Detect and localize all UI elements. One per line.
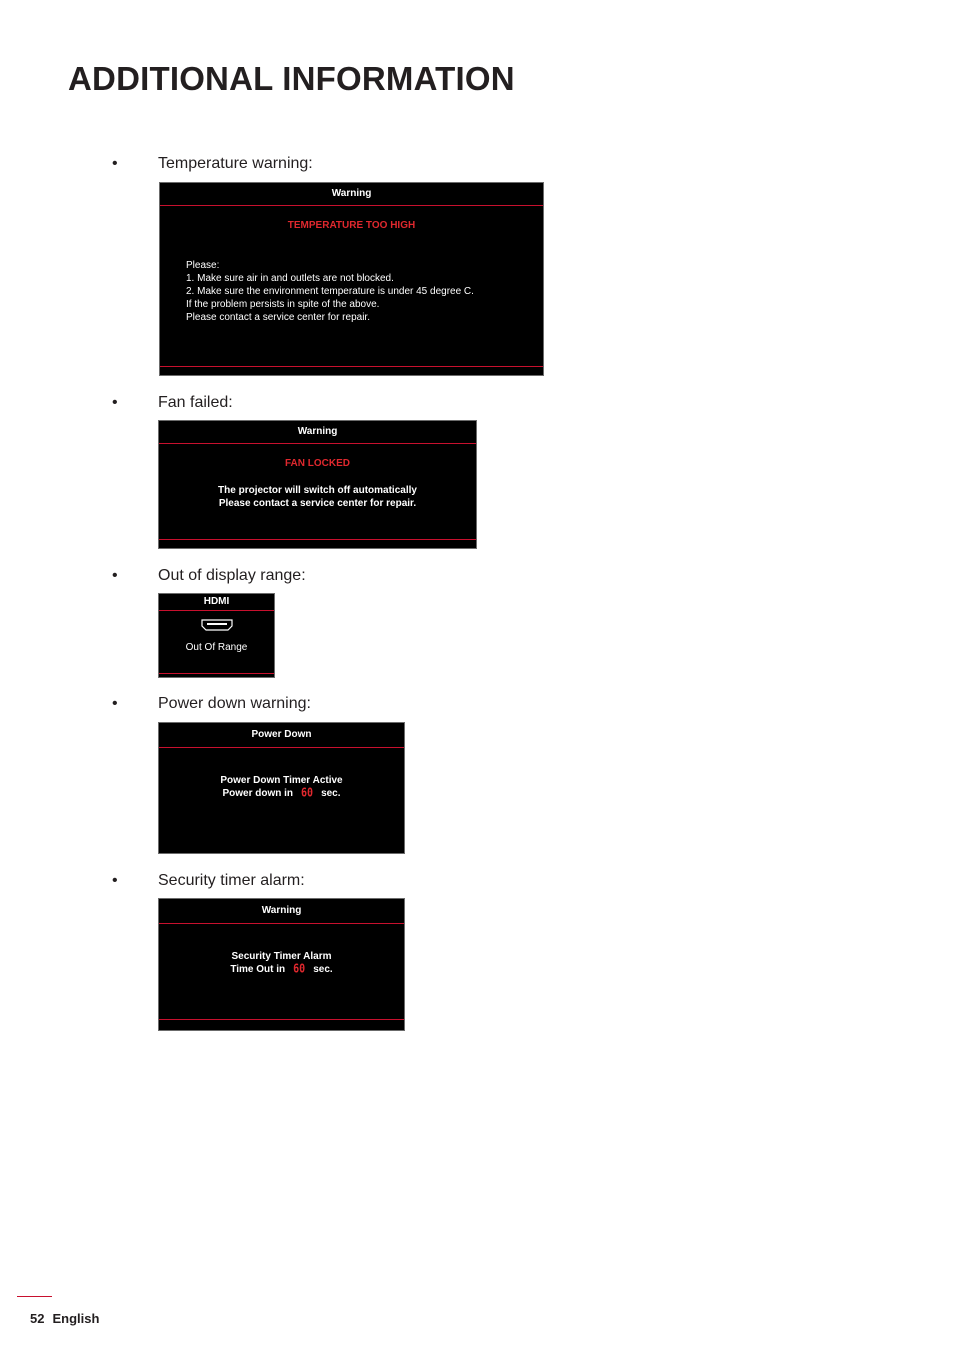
bullet-power-down: • Power down warning: bbox=[112, 695, 311, 712]
dialog-message bbox=[159, 484, 476, 510]
message-line: Please contact a service center for repair. bbox=[218, 498, 417, 509]
page-footer bbox=[30, 1311, 99, 1326]
bullet-security-timer: • Security timer alarm: bbox=[112, 872, 305, 889]
power-down-dialog bbox=[158, 722, 405, 854]
dialog-message bbox=[186, 259, 474, 324]
dialog-message: Out Of Range bbox=[185, 642, 248, 653]
countdown-line bbox=[159, 787, 404, 800]
countdown-suffix: sec. bbox=[321, 788, 341, 799]
dialog-header: Warning bbox=[159, 421, 476, 444]
page-language: English bbox=[52, 1311, 100, 1326]
page-title: ADDITIONAL INFORMATION bbox=[68, 60, 515, 97]
dialog-footer bbox=[159, 673, 274, 677]
bullet-label: Out of display range: bbox=[158, 567, 306, 584]
dialog-headline: TEMPERATURE TOO HIGH bbox=[287, 220, 416, 231]
countdown-suffix: sec. bbox=[313, 964, 333, 975]
bullet-label: Security timer alarm: bbox=[158, 872, 305, 889]
footer-rule bbox=[17, 1296, 52, 1297]
countdown-value: 60 bbox=[293, 962, 306, 977]
bullet-fan-failed: • Fan failed: bbox=[112, 394, 233, 411]
hdmi-port-icon bbox=[159, 618, 274, 636]
dialog-footer bbox=[159, 539, 476, 548]
bullet-temperature-warning: • Temperature warning: bbox=[112, 155, 313, 172]
countdown-prefix: Power down in bbox=[222, 788, 294, 799]
countdown-prefix: Time Out in bbox=[230, 964, 286, 975]
dialog-header: Warning bbox=[159, 899, 404, 924]
countdown-line bbox=[159, 963, 404, 976]
countdown-value: 60 bbox=[301, 786, 314, 801]
bullet-label: Temperature warning: bbox=[158, 155, 313, 172]
fan-failed-dialog bbox=[158, 420, 477, 549]
temperature-warning-dialog bbox=[159, 182, 544, 376]
dialog-headline: FAN LOCKED bbox=[285, 458, 350, 469]
dialog-footer bbox=[159, 1019, 404, 1030]
message-line: Security Timer Alarm bbox=[231, 951, 332, 962]
bullet-label: Power down warning: bbox=[158, 695, 311, 712]
dialog-header: Warning bbox=[160, 183, 543, 206]
message-line: 1. Make sure air in and outlets are not blocked. bbox=[186, 273, 394, 284]
security-timer-dialog bbox=[158, 898, 405, 1031]
page-number: 52 bbox=[30, 1311, 45, 1326]
dialog-footer bbox=[160, 366, 543, 375]
message-line: Power Down Timer Active bbox=[220, 775, 343, 786]
message-line: Please contact a service center for repair. bbox=[186, 312, 370, 323]
bullet-out-of-range: • Out of display range: bbox=[112, 567, 306, 584]
out-of-range-dialog bbox=[158, 593, 275, 678]
message-line: If the problem persists in spite of the above. bbox=[186, 299, 380, 310]
bullet-label: Fan failed: bbox=[158, 394, 233, 411]
dialog-message bbox=[159, 950, 404, 976]
dialog-header: HDMI bbox=[159, 594, 274, 611]
message-line: The projector will switch off automatically bbox=[218, 485, 417, 496]
message-line: 2. Make sure the environment temperature is under 45 degree C. bbox=[186, 286, 474, 297]
dialog-message bbox=[159, 774, 404, 800]
message-line: Please: bbox=[186, 260, 220, 271]
dialog-header: Power Down bbox=[159, 723, 404, 748]
